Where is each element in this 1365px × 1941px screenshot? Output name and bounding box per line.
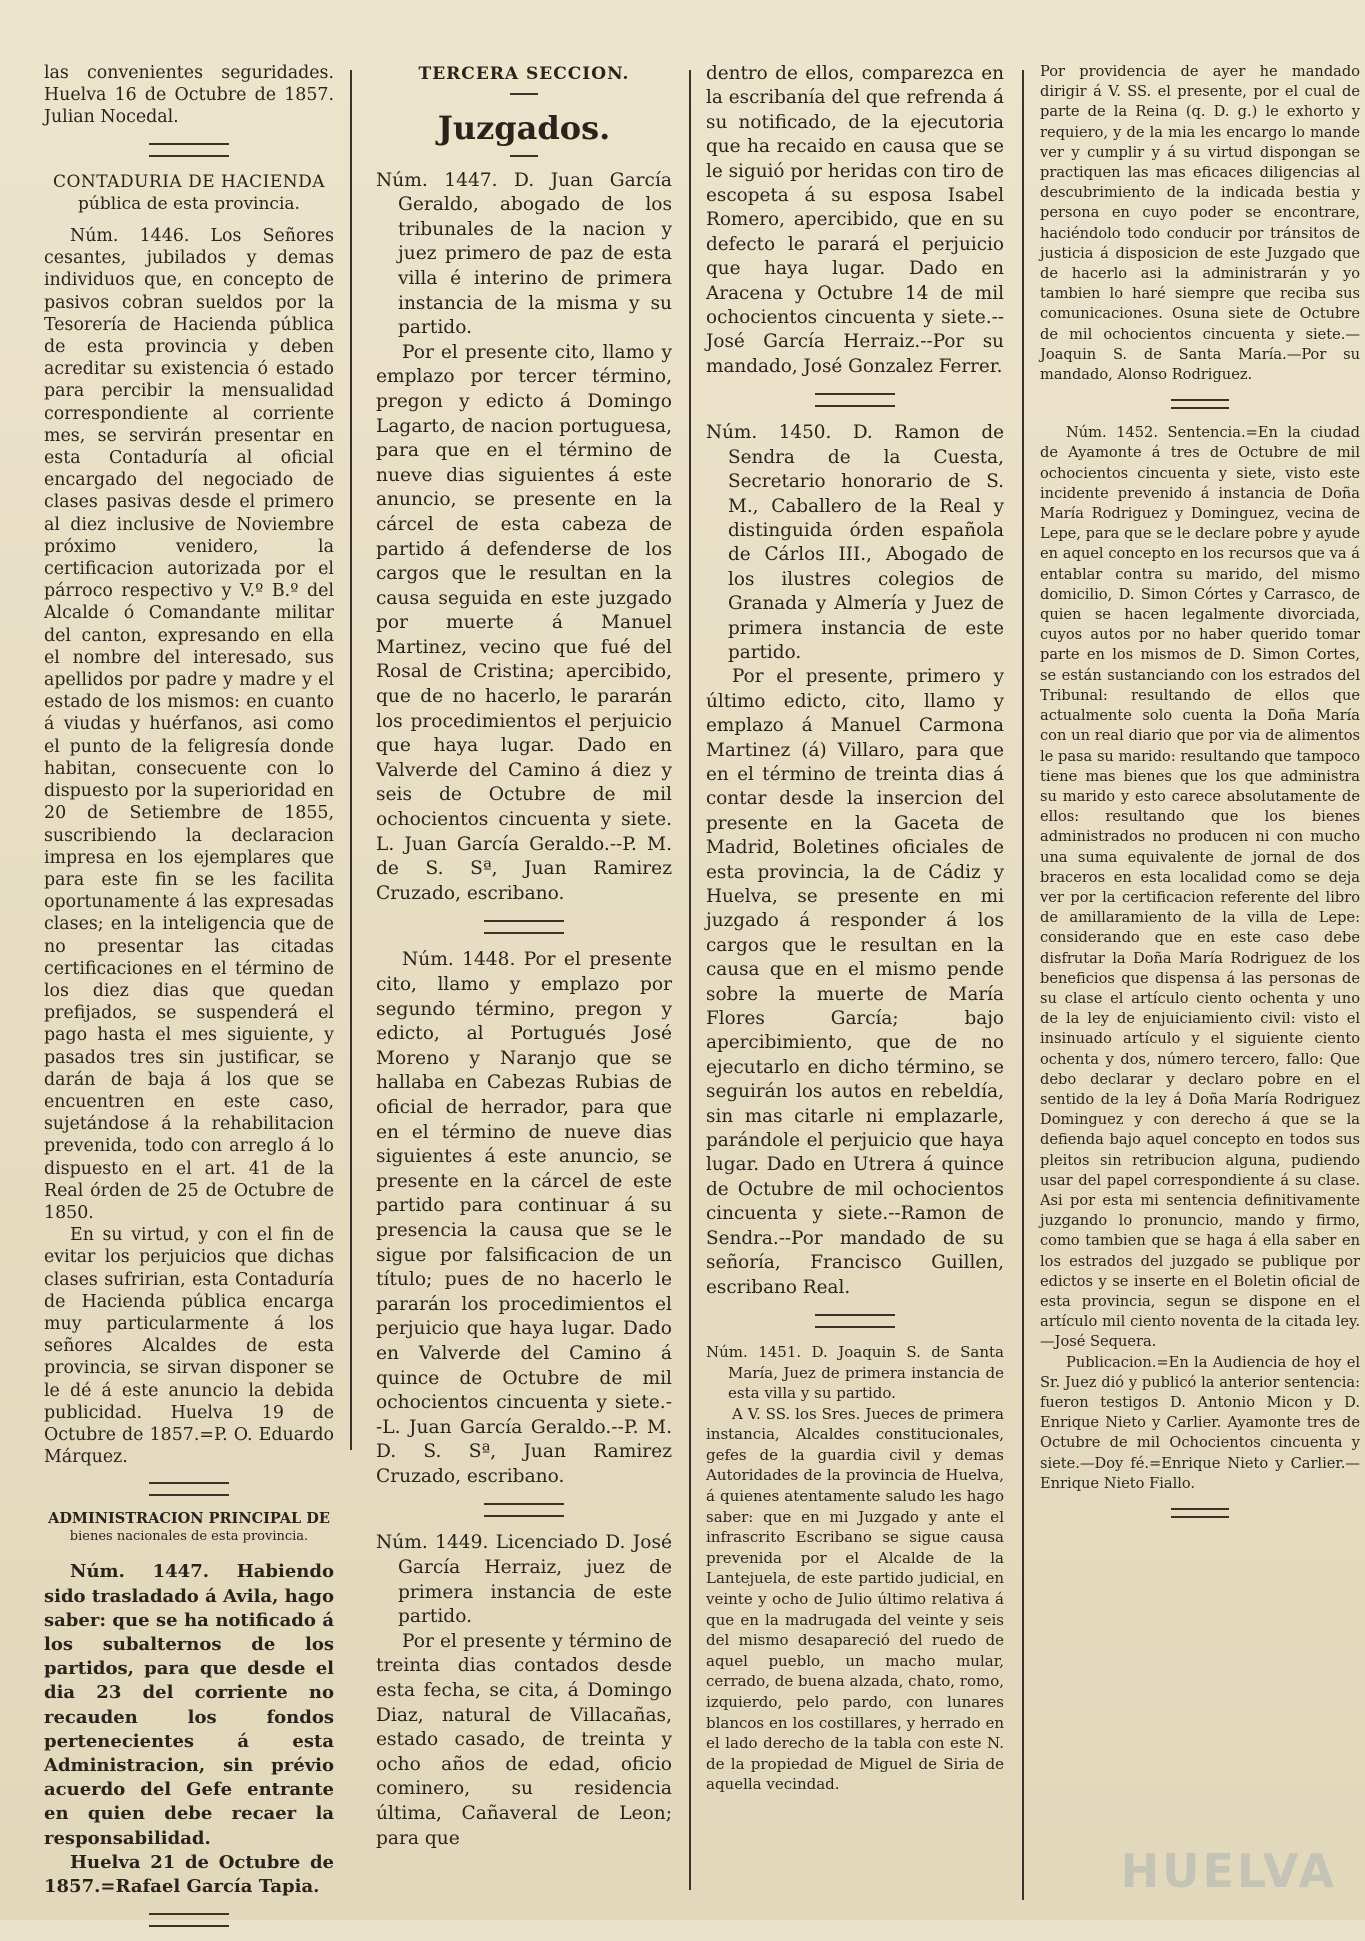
separator xyxy=(510,93,538,95)
section-label: TERCERA SECCION. xyxy=(418,64,630,84)
separator xyxy=(149,143,229,157)
notice-1449-body: Por el presente y término de treinta dias contados desde esta fecha, se cita, á Domingo Diaz, natural de Villacañas, estado casado, de treinta y ocho años de edad, oficio cominero, su residencia última, Cañaveral de Leon; para que xyxy=(376,1630,672,1849)
notice-1447-body: Por el presente cito, llamo y emplazo por tercer término, pregon y edicto á Domingo Lagarto, de nacion portuguesa, para que en el término de nueve dias siguientes á este anuncio, se presente en la cárcel de esta cabeza de partido á defenderse de los cargos que le resultan en la causa seguida en este juzgado por muerte á Manuel Martinez, vecino que fué del Rosal de Cristina; apercibido, que de no hacerlo, le pararán los procedimientos el perjuicio que haya lugar. Dado en Valverde del Camino á diez y seis de Octubre de mil ochocientos cincuenta y siete. L. Juan García Geraldo.--P. M. de S. Sª, Juan Ramirez Cruzado, escribano. xyxy=(376,341,672,904)
notice-1451-body: A V. SS. los Sres. Jueces de primera instancia, Alcaldes constitucionales, gefes de la guardia civil y demas Autoridades de la provincia de Huelva, á quienes atentamente saludo les hago saber: que en mi Juzgado y ante el infrascrito Escribano se sigue causa prevenida por el Alcalde de la Lantejuela, de este partido judicial, en veinte y ocho de Julio último relativa á que en la madrugada del veinte y seis del mismo desapareció del ruedo de aquel pueblo, un macho mular, cerrado, de buena alzada, chato, romo, izquierdo, pelo pardo, con lunares blancos en los costillares, y herrado en el lado derecho de la tabla con este N. de la propiedad de Miguel de Siria de aquella vecindad. xyxy=(706,1404,1004,1794)
notice-1451-head: Núm. 1451. D. Joaquin S. de Santa María, Juez de primera instancia de esta villa y su partido. xyxy=(706,1342,1004,1403)
intro-text: las convenientes seguridades. Huelva 16 de Octubre de 1857. Julian Nocedal. xyxy=(44,63,334,128)
separator xyxy=(484,1503,564,1517)
page-title: Juzgados. xyxy=(437,108,611,147)
column-rule xyxy=(1022,70,1024,1900)
separator xyxy=(484,920,564,934)
section-subtitle: pública de esta provincia. xyxy=(78,193,300,214)
notice-1450-head: Núm. 1450. D. Ramon de Sendra de la Cuesta, Secretario honorario de S. M., Caballero de la Real y distinguida órden española de Cárlos III., Abogado de los ilustres colegios de Granada y Almería y Juez de primera instancia de este partido. xyxy=(706,422,1004,663)
column-2 xyxy=(376,62,672,1851)
separator xyxy=(815,393,895,407)
notice-1447-head: Núm. 1447. D. Juan García Geraldo, abogado de los tribunales de la nacion y juez primero de paz de esta villa é interino de primera instancia de la misma y su partido. xyxy=(376,169,672,339)
notice-1451-cont: Por providencia de ayer he mandado dirigir á V. SS. el presente, por el cual de parte de la Reina (q. D. g.) le exhorto y requiero, y de la mia les encargo lo mande ver y cumplir y á su virtud dispongan se practiquen las mas eficaces diligencias al descubrimiento de la indicada bestia y persona en cuyo poder se encontrare, haciéndolo todo conducir por tránsitos de justicia á disposicion de este Juzgado que de hacerlo asi la administrarán y yo tambien lo haré siempre que reciba sus comunicaciones. Osuna siete de Octubre de mil ochocientos cincuenta y siete.—Joaquin S. de Santa María.—Por su mandado, Alonso Rodriguez. xyxy=(1040,63,1360,384)
watermark: HUELVA xyxy=(1120,1844,1337,1898)
separator xyxy=(149,1913,229,1927)
notice-1448: Núm. 1448. Por el presente cito, llamo y emplazo por segundo término, pregon y edicto, al Portugués José Moreno y Naranjo que se hallaba en Cabezas Rubias de oficial de herrador, para que en el término de nueve dias siguientes á este anuncio, se presente en la cárcel de este partido para continuar á su presencia la causa que se le sigue por falsificacion de un título; pues de no hacerlo le pararán los procedimientos el perjuicio que haya lugar. Dado en Valverde del Camino á quince de Octubre de mil ochocientos cincuenta y siete.--L. Juan García Geraldo.--P. M. D. S. Sª, Juan Ramirez Cruzado, escribano. xyxy=(376,949,672,1487)
notice-1450-body: Por el presente, primero y último edicto, cito, llamo y emplazo á Manuel Carmona Martinez (á) Villaro, para que en el término de treinta dias á contar desde la insercion del presente en la Gaceta de Madrid, Boletines oficiales de esta provincia, la de Cádiz y Huelva, se presente en mi juzgado á responder á los cargos que le resultan en la causa que en el mismo pende sobre la muerte de María Flores García; bajo apercibimiento, que de no ejecutarlo en dicho término, se seguirán los autos en rebeldía, sin mas citarle ni emplazarle, parándole el perjuicio que haya lugar. Dado en Utrera á quince de Octubre de mil ochocientos cincuenta y siete.--Ramon de Sendra.--Por mandado de su señoría, Francisco Guillen, escribano Real. xyxy=(706,666,1004,1298)
section-title: CONTADURIA DE HACIENDA xyxy=(52,171,326,192)
column-rule xyxy=(350,70,352,1450)
section-title-2: ADMINISTRACION PRINCIPAL DE xyxy=(48,1510,330,1528)
notice-1446: Núm. 1446. Los Señores cesantes, jubilados y demas individuos que, en concepto de pasivos cobran sueldos por la Tesorería de Hacienda pública de esta provincia y deben acreditar su existencia ó estado para percibir la mensualidad correspondiente al corriente mes, se servirán presentar en esta Contaduría al oficial encargado del negociado de clases pasivas desde el primero al diez inclusive de Noviembre próximo venidero, la certificacion autorizada por el párroco respectivo y V.º B.º del Alcalde ó Comandante militar del canton, expresando en ella el nombre del interesado, sus apellidos por padre y madre y el estado de los mismos: en cuanto á viudas y huérfanos, asi como el punto de la feligresía donde habitan, consecuente con lo dispuesto por la superioridad en 20 de Setiembre de 1855, suscribiendo la declaracion impresa en los ejemplares que para este fin se les facilita oportunamente á las expresadas clases; en la inteligencia que de no presentar las citadas certificaciones en el término de los diez dias que quedan prefijados, se suspenderá el pago hasta el mes siguiente, y pasados tres sin justificar, se darán de baja á los que se encuentren en este caso, sujetándose á la rehabilitacion prevenida, todo con arreglo á lo dispuesto en el art. 41 de la Real órden de 25 de Octubre de 1850. xyxy=(44,226,334,1223)
notice-1452: Núm. 1452. Sentencia.=En la ciudad de Ayamonte á tres de Octubre de mil ochocientos cincuenta y siete, visto este incidente prevenido á instancia de Doña María Rodriguez y Dominguez, vecina de Lepe, para que se le declare pobre y ayude en aquel concepto en los recursos que va á entablar contra su marido, del mismo domicilio, D. Simon Córtes y Carrasco, de quien se hacen legalmente divorciada, cuyos autos por no haber querido tomar parte en los mismos de D. Simon Cortes, se están sustanciando con los estrados del Tribunal: resultando de ellos que actualmente solo cuenta la Doña María con un real diario que por via de alimentos le pasa su marido: resultando que tampoco tiene mas bienes que los que administra su marido y esto carece absolutamente de ellos: resultando que los bienes administrados no producen ni con mucho una suma equivalente de jornal de dos braceros en esta localidad como se deja ver por la certificacion referente del libro de amillaramiento de la villa de Lepe: considerando que en este caso debe disfrutar la Doña María Rodriguez de los beneficios que dispensa á las personas de su clase el artículo ciento ochenta y uno de la ley de enjuiciamiento civil: visto el insinuado artículo y el siguiente ciento ochenta y dos, número tercero, fallo: Que debo declarar y declaro pobre en el sentido de la ley á Doña María Rodriguez Dominguez y con derecho á que se la defienda bajo aquel concepto en todos sus pleitos sin retribucion alguna, pudiendo usar del papel correspondiente á su clase. Asi por esta mi sentencia definitivamente juzgando lo pronuncio, mando y firmo, como tambien que se haga á ella saber en los estrados del juzgado se publique por edictos y se inserte en el Boletin oficial de esta provincia, segun se dispone en el artículo mil ciento noventa de la citada ley.—José Sequera. xyxy=(1040,424,1360,1351)
column-4 xyxy=(1040,62,1360,1532)
notice-1449-head: Núm. 1449. Licenciado D. José García Herraiz, juez de primera instancia de este partido. xyxy=(376,1532,672,1628)
section-subtitle-2: bienes nacionales de esta provincia. xyxy=(69,1529,309,1545)
notice-1452-publicacion: Publicacion.=En la Audiencia de hoy el Sr. Juez dió y publicó la anterior sentencia: fueron testigos D. Antonio Micon y D. Enrique Nieto y Carlier. Ayamonte tres de Octubre de mil Ochocientos cincuenta y siete.—Doy fé.=Enrique Nieto y Carlier.—Enrique Nieto Fiallo. xyxy=(1040,1353,1360,1492)
column-rule xyxy=(689,70,691,1890)
notice-1449-cont: dentro de ellos, comparezca en la escribanía del que refrenda á su notificado, de la ejecutoria que ha recaido en causa que se le siguió por heridas con tiro de escopeta á su esposa Isabel Romero, apercibido, que en su defecto le parará el perjuicio que haya lugar. Dado en Aracena y Octubre 14 de mil ochocientos cincuenta y siete.--José García Herraiz.--Por su mandado, José Gonzalez Ferrer. xyxy=(706,63,1004,377)
notice-1446-cont: En su virtud, y con el fin de evitar los perjuicios que dichas clases sufririan, esta Contaduría de Hacienda pública encarga muy particularmente á los señores Alcaldes de esta provincia, se sirvan disponer se le dé á este anuncio la debida publicidad. Huelva 19 de Octubre de 1857.=P. O. Eduardo Márquez. xyxy=(44,1225,334,1468)
column-3 xyxy=(706,62,1004,1795)
notice-1447-signature: Huelva 21 de Octubre de 1857.=Rafael García Tapia. xyxy=(44,1851,334,1898)
separator xyxy=(1171,399,1229,409)
separator xyxy=(815,1314,895,1328)
separator xyxy=(510,155,538,157)
separator xyxy=(149,1482,229,1496)
column-1 xyxy=(44,62,334,1941)
separator xyxy=(1171,1508,1229,1518)
notice-1447: Núm. 1447. Habiendo sido trasladado á Avila, hago saber: que se ha notificado á los subalternos de los partidos, para que desde el dia 23 del corriente no recauden los fondos pertenecientes á esta Administracion, sin prévio acuerdo del Gefe entrante en quien debe recaer la responsabilidad. xyxy=(44,1561,334,1849)
